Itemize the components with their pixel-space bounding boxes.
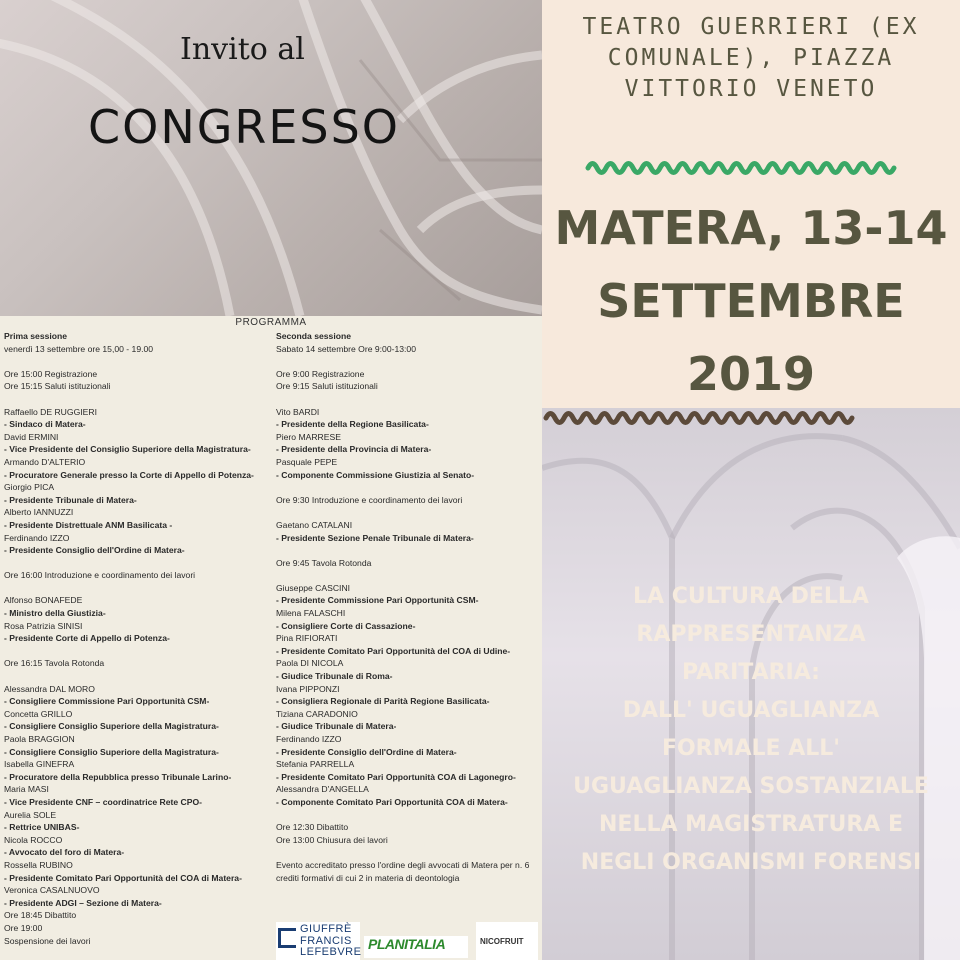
venue-line: VITTORIO VENETO [624,76,878,102]
sponsor-logos [276,918,542,960]
programme-line: - Presidente Tribunale di Matera- [4,494,137,505]
programme-line: - Sindaco di Matera- [4,419,86,430]
date-line: MATERA, 13-14 [554,201,948,255]
programme-line: Rossella RUBINO [4,859,73,870]
programme-line: Giorgio PICA [4,482,55,493]
programme-line: Ore 9:00 Registrazione [276,368,365,379]
programme-line: Alberto IANNUZZI [4,507,74,518]
programme-line: Raffaello DE RUGGIERI [4,406,97,417]
programme-line: Veronica CASALNUOVO [4,885,100,896]
programme-line: - Consigliere Consiglio Superiore della Magistratura- [4,746,219,757]
event-date [542,192,960,408]
giuffre-mark-icon [278,928,296,948]
theme-line: RAPPRESENTANZA [636,622,866,647]
theme-line: LA CULTURA DELLA [633,584,869,609]
programme-line: David ERMINI [4,431,59,442]
programme-line: Prima sessione [4,331,68,341]
theme-line: UGUAGLIANZA SOSTANZIALE [573,774,929,799]
programme-line: Rosa Patrizia SINISI [4,620,83,631]
programme-line: Sospensione dei lavori [4,935,91,946]
programme-line: - Procuratore della Repubblica presso Tribunale Larino- [4,771,232,782]
programme-line: Ferdinando IZZO [276,734,342,744]
programme-spacer [276,355,538,368]
programme-line: - Presidente Sezione Penale Tribunale di Matera- [276,532,474,543]
programme-line: Stefania PARRELLA [276,759,355,770]
programme-line: - Componente Commissione Giustizia al Senato- [276,469,475,480]
programme-line: - Ministro della Giustizia- [4,608,106,619]
programme-line: - Presidente Consiglio dell'Ordine di Matera- [276,746,457,757]
programme-spacer [276,393,538,406]
programme-line: Alessandra D'ANGELLA [276,784,369,795]
programme-line: Maria MASI [4,784,49,795]
programme-spacer [276,846,538,859]
date-line: 2019 [686,347,816,401]
congress-theme [542,578,960,882]
programme-line: Gaetano CATALANI [276,519,353,530]
planitalia-logo [364,936,468,958]
programme-line: - Consigliera Regionale di Parità Regione Basilicata- [276,696,490,707]
programme-spacer [4,670,266,683]
programme-line: Sabato 14 settembre Ore 9:00-13:00 [276,343,416,354]
programme-line: - Consigliere Commissione Pari Opportunità CSM- [4,696,210,707]
theme-line: NEGLI ORGANISMI FORENSI [580,850,922,875]
programme-line: - Componente Comitato Pari Opportunità COA di Matera- [276,796,508,807]
nicofruit-logo-text: NICOFRUIT [480,937,524,946]
programme-line: - Vice Presidente CNF – coordinatrice Rete CPO- [4,796,203,807]
programme-spacer [4,557,266,570]
programme-line: Ivana PIPPONZI [276,683,340,694]
programme-spacer [276,569,538,582]
planitalia-logo-text: PLANITALIA [368,936,446,952]
green-wave-divider [584,158,910,178]
venue-date-panel [542,0,960,408]
programme-line: venerdì 13 settembre ore 15,00 - 19.00 [4,343,154,354]
programme-line: Giuseppe CASCINI [276,582,351,593]
programme-line: Pasquale PEPE [276,456,338,467]
programme-line: Ore 9:45 Tavola Rotonda [276,557,372,568]
programme-line: - Giudice Tribunale di Matera- [276,721,397,732]
programme-line: - Presidente della Regione Basilicata- [276,419,429,430]
programme-line: - Consigliere Consiglio Superiore della Magistratura- [4,721,219,732]
programme-spacer [4,393,266,406]
giuffre-logo-line: LEFEBVRE [300,946,362,958]
theme-line: NELLA MAGISTRATURA E [599,812,903,837]
programme-line: - Consigliere Corte di Cassazione- [276,620,416,631]
programme-line: - Presidente Comitato Pari Opportunità del COA di Udine- [276,645,511,656]
programme-line: - Procuratore Generale presso la Corte di Appello di Potenza- [4,469,254,480]
programme-spacer [276,506,538,519]
programme-line: Tiziana CARADONIO [276,708,358,719]
programme-line: Alessandra DAL MORO [4,683,95,694]
theme-line: PARITARIA: [682,660,820,685]
programme-line: Nicola ROCCO [4,834,63,845]
programme-spacer [276,809,538,822]
programme-line: Piero MARRESE [276,431,341,442]
programme-line: Ore 18:45 Dibattito [4,910,77,921]
programme-line: Seconda sessione [276,331,351,341]
nicofruit-logo [476,922,538,960]
programme-line: - Presidente Consiglio dell'Ordine di Matera- [4,545,185,556]
programme-spacer [276,544,538,557]
programme-spacer [276,481,538,494]
programme-line: Ore 15:15 Saluti istituzionali [4,381,111,392]
programme-line: crediti formativi di cui 2 in materia di deontologia [276,872,460,883]
programme-line: Vito BARDI [276,406,320,417]
programme-line: - Presidente Comitato Pari Opportunità COA di Lagonegro- [276,771,516,782]
seconda-sessione-column [276,330,538,884]
programme-line: Ore 16:15 Tavola Rotonda [4,658,105,669]
theme-line: FORMALE ALL' [661,736,841,761]
programme-line: - Presidente Commissione Pari Opportunità CSM- [276,595,479,606]
date-line: SETTEMBRE [597,274,905,328]
brown-wave-divider [542,408,868,428]
programme-line: - Avvocato del foro di Matera- [4,847,125,858]
programme-line: Paola DI NICOLA [276,658,344,669]
programme-line: Ore 12:30 Dibattito [276,822,349,833]
header-image-panel [0,0,542,316]
programme-spacer [4,645,266,658]
programme-line: Ore 13:00 Chiusura dei lavori [276,834,388,845]
programme-line: Armando D'ALTERIO [4,456,86,467]
programme-line: Evento accreditato presso l'ordine degli avvocati di Matera per n. 6 [276,859,530,870]
programme-line: - Presidente ADGI – Sezione di Matera- [4,897,162,908]
programme-spacer [4,355,266,368]
theme-panel [542,408,960,960]
programme-line: Ore 9:15 Saluti istituzionali [276,381,378,392]
programme-line: Concetta GRILLO [4,708,73,719]
programme-line: Aurelia SOLE [4,809,57,820]
programme-line: Alfonso BONAFEDE [4,595,83,606]
giuffre-logo-line: GIUFFRÈ [300,923,352,935]
programme-line: Ore 9:30 Introduzione e coordinamento dei lavori [276,494,463,505]
programme-line: - Vice Presidente del Consiglio Superiore della Magistratura- [4,444,251,455]
prima-sessione-column [4,330,266,947]
programme-line: Isabella GINEFRA [4,759,75,770]
programma-title: PROGRAMMA [235,317,307,328]
programme-line: Ferdinando IZZO [4,532,70,543]
invito-heading: Invito al [180,32,305,67]
giuffre-logo-line: FRANCIS [300,934,352,947]
programme-line: Ore 15:00 Registrazione [4,368,98,379]
programme-line: - Presidente Distrettuale ANM Basilicata - [4,519,173,530]
programme-line: - Presidente Comitato Pari Opportunità del COA di Matera- [4,872,242,883]
programme-line: Paola BRAGGION [4,734,75,744]
programme-line: Milena FALASCHI [276,608,346,619]
venue-line: COMUNALE), PIAZZA [607,45,895,71]
programme-line: Pina RIFIORATI [276,633,338,644]
programme-spacer [4,582,266,595]
programma-panel [0,316,542,960]
programme-line: - Presidente Corte di Appello di Potenza- [4,633,170,644]
programme-line: Ore 19:00 [4,922,43,933]
venue-text [542,12,960,105]
programme-line: - Rettrice UNIBAS- [4,822,80,833]
congresso-heading: CONGRESSO [88,100,401,154]
giuffre-logo [276,922,360,960]
programme-line: - Giudice Tribunale di Roma- [276,671,393,682]
venue-line: TEATRO GUERRIERI (EX [582,14,920,40]
programme-line: - Presidente della Provincia di Matera- [276,444,432,455]
programme-line: Ore 16:00 Introduzione e coordinamento dei lavori [4,570,196,581]
theme-line: DALL' UGUAGLIANZA [622,698,880,723]
